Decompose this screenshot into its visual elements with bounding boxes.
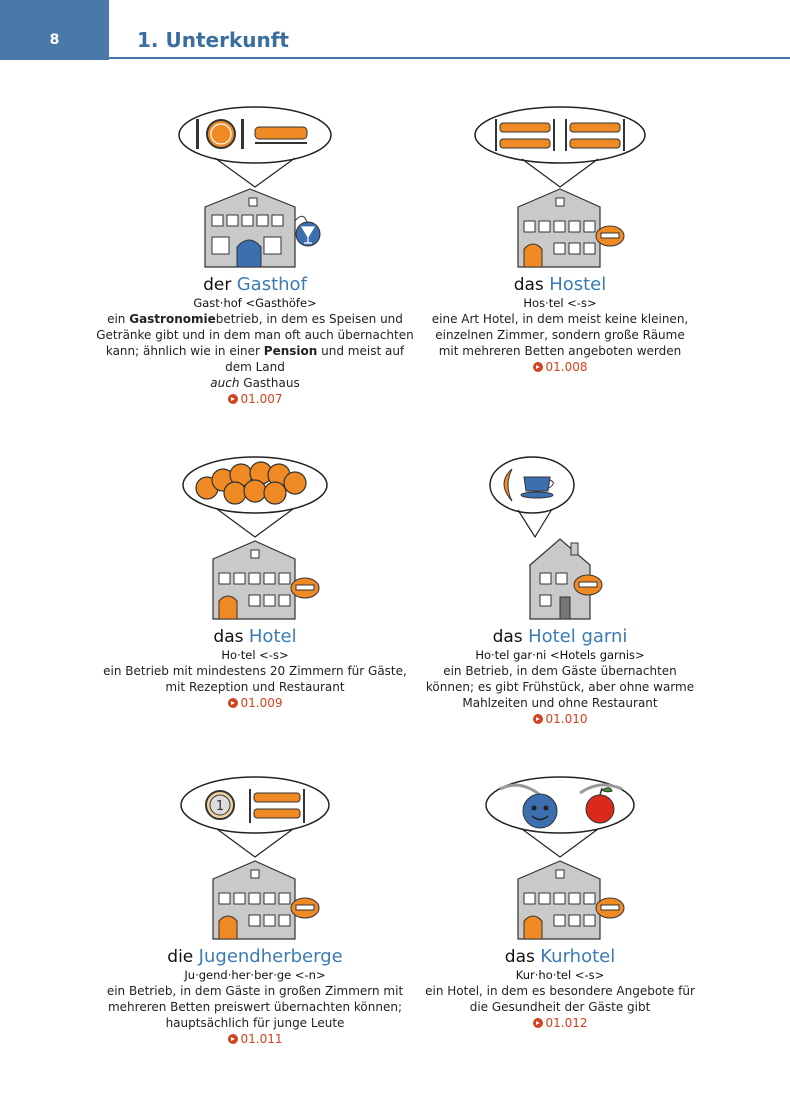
play-icon[interactable] [228,1034,238,1044]
svg-text:1: 1 [215,799,225,814]
definition [90,311,420,375]
headword [90,627,420,647]
audio-reference[interactable] [395,359,725,375]
hostel-illustration [460,103,660,273]
play-icon[interactable] [533,362,543,372]
hotel-illustration [155,455,355,625]
article: der [203,275,232,295]
play-icon[interactable] [228,394,238,404]
article: das [213,627,244,647]
definition: eine Art Hotel, in dem meist keine kleinen, einzelnen Zimmer, sondern große Räume mit mehreren Betten angeboten werden [431,312,689,358]
reference-code[interactable]: 01.012 [545,1016,588,1030]
article: das [492,627,523,647]
kurhotel-illustration [460,775,660,945]
header-rule [109,57,790,59]
play-icon[interactable] [533,1018,543,1028]
definition: ein Hotel, in dem es besondere Angebote für die Gesundheit der Gäste gibt [425,984,695,1014]
cross-reference-word: Gastronomie [129,312,216,326]
play-icon[interactable] [533,714,543,724]
article: das [513,275,544,295]
definition: ein Betrieb mit mindestens 20 Zimmern für Gäste, mit Rezeption und Restaurant [103,664,407,694]
syllabification: Kur·ho·tel <-s> [515,968,605,982]
entry-hotel-garni [395,455,725,727]
headword [90,947,420,967]
page-header [0,0,790,60]
gasthof-illustration [155,103,355,273]
headword [395,627,725,647]
alt-word: Gasthaus [239,376,300,390]
reference-code[interactable]: 01.011 [240,1032,283,1046]
reference-code[interactable]: 01.008 [545,360,588,374]
entry-hotel [90,455,420,711]
audio-reference[interactable] [90,695,420,711]
definition: ein Betrieb, in dem Gäste in großen Zimmern mit mehreren Betten preiswert übernachten können; hauptsächlich für junge Leute [106,984,404,1030]
entry-hostel [395,103,725,375]
syllabification: Gast·hof <Gasthöfe> [193,296,317,310]
reference-code[interactable]: 01.010 [545,712,588,726]
headword [90,275,420,295]
audio-reference[interactable] [90,1031,420,1047]
entry-kurhotel [395,775,725,1031]
audio-reference[interactable] [90,391,420,407]
article: das [504,947,535,967]
term: Kurhotel [540,946,616,967]
reference-code[interactable]: 01.007 [240,392,283,406]
headword [395,275,725,295]
syllabification: Ho·tel gar·ni <Hotels garnis> [475,648,645,662]
term: Jugendherberge [198,946,343,967]
definition-text: und meist auf dem Land [225,344,405,374]
entry-jugendherberge [90,775,420,1047]
reference-code[interactable]: 01.009 [240,696,283,710]
cross-reference-word: Pension [263,344,318,358]
term: Gasthof [236,274,307,295]
syllabification: Ju·gend·her·ber·ge <-n> [184,968,326,982]
play-icon[interactable] [228,698,238,708]
headword [395,947,725,967]
article: die [167,947,194,967]
term: Hostel [549,274,607,295]
page-number-box [0,0,109,60]
term: Hotel [248,626,297,647]
alt-label: auch [210,376,240,390]
syllabification: Hos·tel <-s> [523,296,597,310]
audio-reference[interactable] [395,711,725,727]
term: Hotel garni [528,626,628,647]
definition: ein Betrieb, in dem Gäste übernachten können; es gibt Frühstück, aber ohne warme Mahlzeiten und ohne Restaurant [425,664,695,710]
page-number: 8 [49,32,60,48]
alternative-form [90,375,420,391]
chapter-title: 1. Unterkunft [137,28,289,52]
jugendherberge-illustration [155,775,355,945]
definition-text: ein [107,312,130,326]
audio-reference[interactable] [395,1015,725,1031]
definition-text: betrieb, in dem es Speisen und Getränke gibt und in dem man oft auch übernachten kann; ähnlich wie in einer [96,312,414,358]
hotel-garni-illustration [460,455,660,625]
entry-gasthof [90,103,420,407]
syllabification: Ho·tel <-s> [221,648,289,662]
